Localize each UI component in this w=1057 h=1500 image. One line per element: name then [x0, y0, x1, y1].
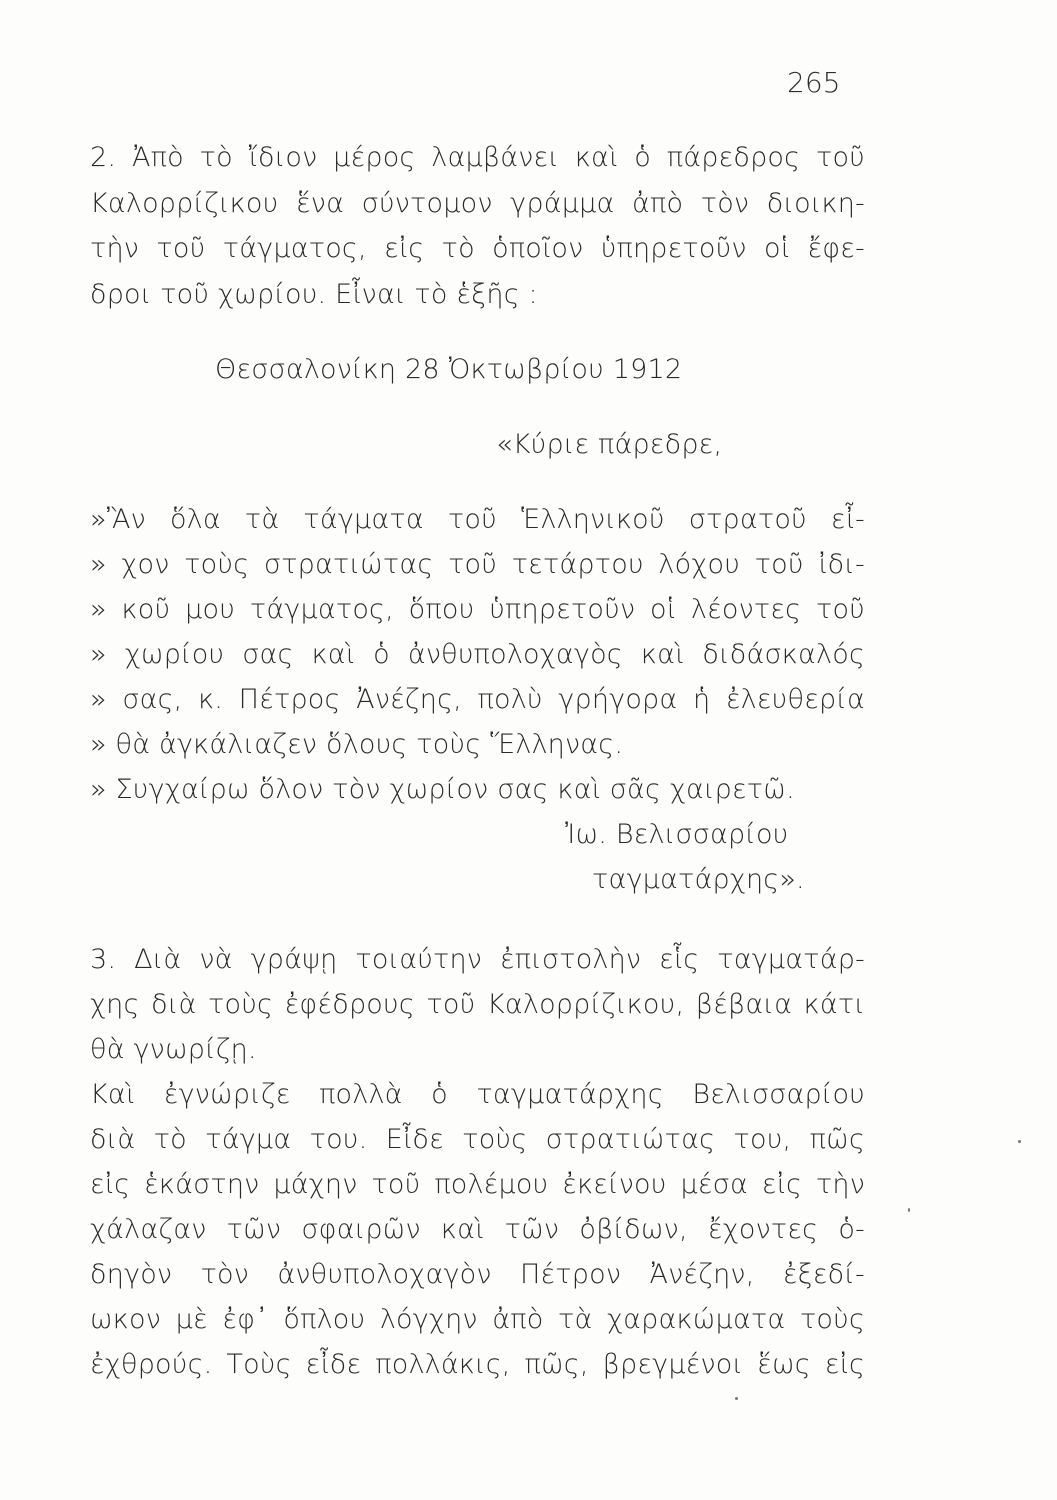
paragraph-line-6: ωκον μὲ ἐφ᾿ ὅπλου λόγχην ἀπὸ τὰ χαρακώματα τοὺς [90, 1304, 865, 1335]
paragraph-line-7: ἐχθρούς. Τοὺς εἶδε πολλάκις, πῶς, βρεγμένοι ἕως εἰς [90, 1349, 865, 1380]
scan-speck [1018, 1140, 1021, 1143]
section3-line-2: χης διὰ τοὺς ἐφέδρους τοῦ Καλορρίζικου, βέβαια κάτι [90, 989, 865, 1020]
scan-speck [908, 1208, 910, 1212]
paragraph-line-5: δηγὸν τὸν ἀνθυπολοχαγὸν Πέτρον Ἀνέζην, ἐξεδί- [90, 1259, 865, 1290]
letter-signature-name: Ἰω. Βελισσαρίου [565, 819, 789, 850]
section2-line-3: τὴν τοῦ τάγματος, εἰς τὸ ὁποῖον ὑπηρετοῦν οἱ ἔφε- [90, 233, 865, 264]
section2-line-2: Καλορρίζικου ἕνα σύντομον γράμμα ἀπὸ τὸν διοικη- [90, 188, 865, 219]
letter-body-line-6: » θὰ ἀγκάλιαζεν ὅλους τοὺς Ἕλληνας. [90, 729, 624, 760]
section2-line-1: 2. Ἀπὸ τὸ ἴδιον μέρος λαμβάνει καὶ ὁ πάρεδρος τοῦ [90, 142, 865, 173]
paragraph-line-4: χάλαζαν τῶν σφαιρῶν καὶ τῶν ὀβίδων, ἔχοντες ὁ- [90, 1214, 865, 1245]
letter-body-line-5: » σας, κ. Πέτρος Ἀνέζης, πολὺ γρήγορα ἡ ἐλευθερία [90, 684, 865, 715]
section2-line-4: δροι τοῦ χωρίου. Εἶναι τὸ ἑξῆς : [90, 279, 538, 310]
section3-line-1: 3. Διὰ νὰ γράψῃ τοιαύτην ἐπιστολὴν εἷς ταγματάρ- [90, 944, 865, 975]
paragraph-line-2: διὰ τὸ τάγμα του. Εἶδε τοὺς στρατιώτας του, πῶς [90, 1124, 865, 1155]
page-number: 265 [787, 66, 841, 99]
letter-body-line-2: » χον τοὺς στρατιώτας τοῦ τετάρτου λόχου τοῦ ἰδι- [90, 549, 865, 580]
letter-body-line-1: »Ἂν ὅλα τὰ τάγματα τοῦ Ἑλληνικοῦ στρατοῦ εἶ- [90, 504, 865, 535]
letter-salutation: «Κύριε πάρεδρε, [496, 429, 723, 460]
scan-speck [735, 1397, 738, 1400]
letter-place-date: Θεσσαλονίκη 28 Ὀκτωβρίου 1912 [215, 354, 683, 385]
letter-body-line-7: » Συγχαίρω ὅλον τὸν χωρίον σας καὶ σᾶς χαιρετῶ. [90, 774, 795, 805]
letter-body-line-3: » κοῦ μου τάγματος, ὅπου ὑπηρετοῦν οἱ λέοντες τοῦ [90, 594, 865, 625]
letter-body-line-4: » χωρίου σας καὶ ὁ ἀνθυπολοχαγὸς καὶ διδάσκαλός [90, 639, 865, 670]
paragraph-line-3: εἰς ἑκάστην μάχην τοῦ πολέμου ἐκείνου μέσα εἰς τὴν [90, 1169, 865, 1200]
section3-line-3: θὰ γνωρίζῃ. [90, 1034, 257, 1065]
paragraph-line-1: Καὶ ἐγνώριζε πολλὰ ὁ ταγματάρχης Βελισσαρίου [90, 1079, 865, 1110]
letter-signature-title: ταγματάρχης». [592, 864, 805, 895]
